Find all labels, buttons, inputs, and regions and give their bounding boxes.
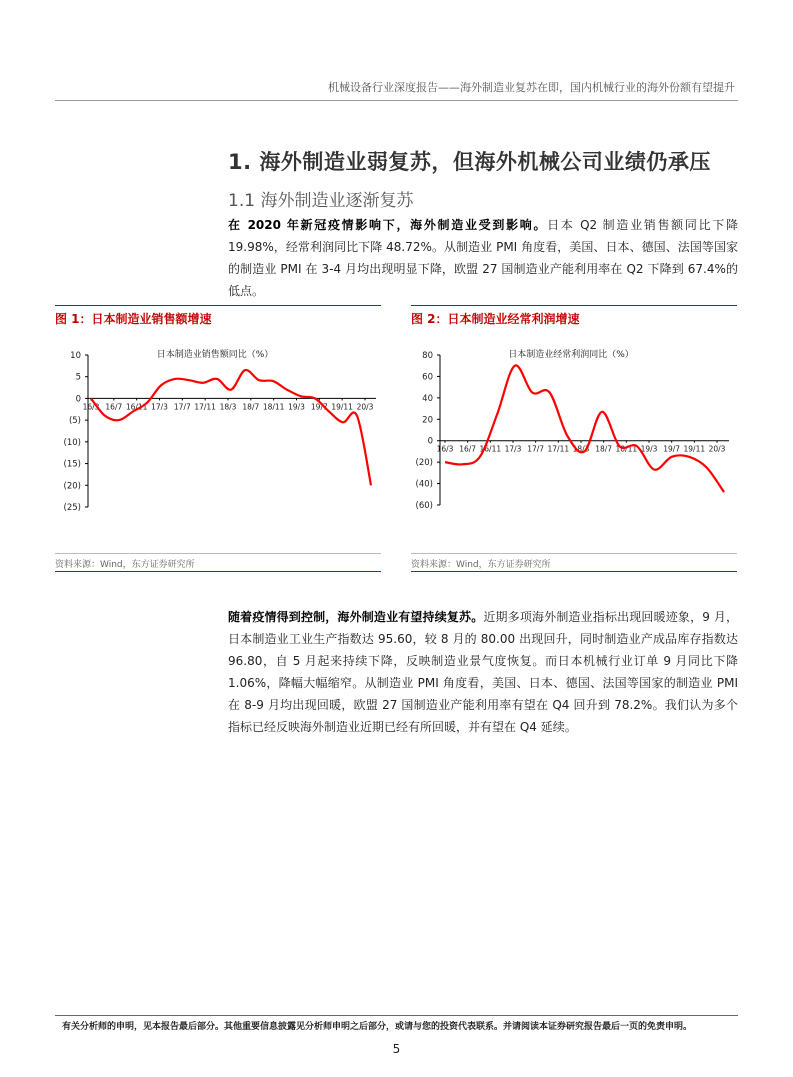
x-tick-label: 18/11 [262, 402, 285, 412]
page-number: 5 [392, 1042, 401, 1056]
figure-2-source-rule [411, 553, 737, 554]
x-tick-label: 16/3 [82, 402, 100, 412]
x-tick-label: 18/3 [572, 444, 590, 454]
series-line [445, 365, 724, 492]
chart-title: 日本制造业销售额同比（%） [156, 350, 274, 360]
y-tick-label: (20) [63, 481, 81, 492]
x-tick-label: 17/3 [504, 444, 522, 454]
figure-1-title: 图 1：日本制造业销售额增速 [55, 312, 212, 326]
x-tick-label: 18/7 [595, 444, 613, 454]
footer-disclaimer: 有关分析师的申明，见本报告最后部分。其他重要信息披露见分析师申明之后部分，或请与您的投资代表联系。并请阅读本证券研究报告最后一页的免责申明。 [62, 1022, 693, 1032]
y-tick-label: 0 [75, 394, 81, 405]
x-tick-label: 19/7 [310, 402, 328, 412]
figure-2-top-rule [411, 305, 737, 306]
x-tick-label: 19/11 [331, 402, 353, 412]
paragraph-1-body: 日本 Q2 制造业销售额同比下降 19.98%，经常利润同比下降 48.72%。从制造业 PMI 角度看，美国、日本、德国、法国等国家的制造业 PMI 在 3-4 月均出现明显下降，欧盟 27 国制造业产能利用率在 Q2 下降到 67.4%的低点。 [228, 218, 738, 298]
y-tick-label: 60 [422, 372, 433, 383]
x-tick-label: 19/3 [288, 402, 305, 412]
y-tick-label: (10) [63, 437, 81, 448]
x-tick-label: 17/11 [547, 444, 570, 454]
paragraph-2 [228, 606, 738, 738]
figure-2-chart [411, 335, 737, 520]
x-tick-label: 17/11 [194, 402, 216, 412]
y-tick-label: 0 [427, 436, 433, 447]
y-tick-label: (60) [415, 501, 433, 511]
chart-title: 日本制造业经常利润同比（%） [508, 350, 634, 360]
y-tick-label: (5) [68, 416, 81, 427]
y-tick-label: 80 [422, 351, 433, 361]
x-tick-label: 16/11 [479, 444, 502, 454]
y-tick-label: (20) [415, 458, 433, 469]
x-tick-label: 19/7 [663, 444, 681, 454]
figure-2-bottom-rule [411, 571, 737, 572]
series-line [91, 370, 371, 485]
y-tick-label: (15) [63, 459, 81, 470]
x-tick-label: 20/3 [708, 444, 726, 454]
header-divider [55, 100, 738, 101]
section-subheading: 1.1 海外制造业逐渐复苏 [228, 191, 414, 211]
x-tick-label: 18/11 [615, 444, 638, 454]
x-tick-label: 19/3 [640, 444, 658, 454]
figure-2-title: 图 2：日本制造业经常利润增速 [411, 312, 580, 326]
paragraph-2-body: 近期多项海外制造业指标出现回暖迹象，9 月，日本制造业工业生产指数达 95.60，较 8 月的 80.00 出现回升，同时制造业产成品库存指数达 96.80，自 5 月起来持续下降，反映制造业景气度恢复。而日本机械行业订单 9 月同比下降 1.06%，降幅大幅缩窄。从制造业 PMI 角度看，美国、日本、德国、法国等国家的制造业 PMI 在 8-9 月均出现回暖，欧盟 27 国制造业产能利用率有望在 Q4 回升到 78.2%。我们认为多个指标已经反映海外制造业近期已经有所回暖，并有望在 Q4 延续。 [228, 610, 738, 734]
x-tick-label: 16/3 [436, 444, 454, 454]
paragraph-2-lead: 随着疫情得到控制，海外制造业有望持续复苏。 [228, 610, 484, 624]
figure-2-source: 资料来源：Wind，东方证券研究所 [411, 560, 551, 570]
report-header-title: 机械设备行业深度报告——海外制造业复苏在即，国内机械行业的海外份额有望提升 [328, 81, 735, 94]
x-tick-label: 16/11 [125, 402, 148, 412]
x-tick-label: 17/7 [527, 444, 545, 454]
x-tick-label: 17/3 [151, 402, 168, 412]
footer-divider [55, 1015, 738, 1016]
paragraph-1-lead: 在 2020 年新冠疫情影响下，海外制造业受到影响。 [228, 218, 548, 232]
x-tick-label: 18/7 [242, 402, 260, 412]
x-tick-label: 19/11 [683, 444, 706, 454]
x-tick-label: 17/7 [173, 402, 191, 412]
y-tick-label: 40 [422, 393, 433, 404]
y-tick-label: 5 [75, 372, 81, 383]
y-tick-label: 20 [422, 415, 433, 426]
paragraph-1 [228, 214, 738, 302]
figure-1-top-rule [55, 305, 381, 306]
figure-1-source-rule [55, 553, 381, 554]
x-tick-label: 20/3 [356, 402, 374, 412]
y-tick-label: (40) [415, 479, 433, 490]
x-tick-label: 16/7 [105, 402, 123, 412]
figure-1-source: 资料来源：Wind，东方证券研究所 [55, 560, 195, 570]
x-tick-label: 18/3 [219, 402, 237, 412]
x-tick-label: 16/7 [459, 444, 477, 454]
y-tick-label: (25) [63, 503, 81, 513]
section-heading: 1. 海外制造业弱复苏，但海外机械公司业绩仍承压 [228, 150, 711, 174]
figure-1-chart [55, 335, 381, 520]
figure-1-bottom-rule [55, 571, 381, 572]
y-tick-label: 10 [70, 351, 81, 361]
